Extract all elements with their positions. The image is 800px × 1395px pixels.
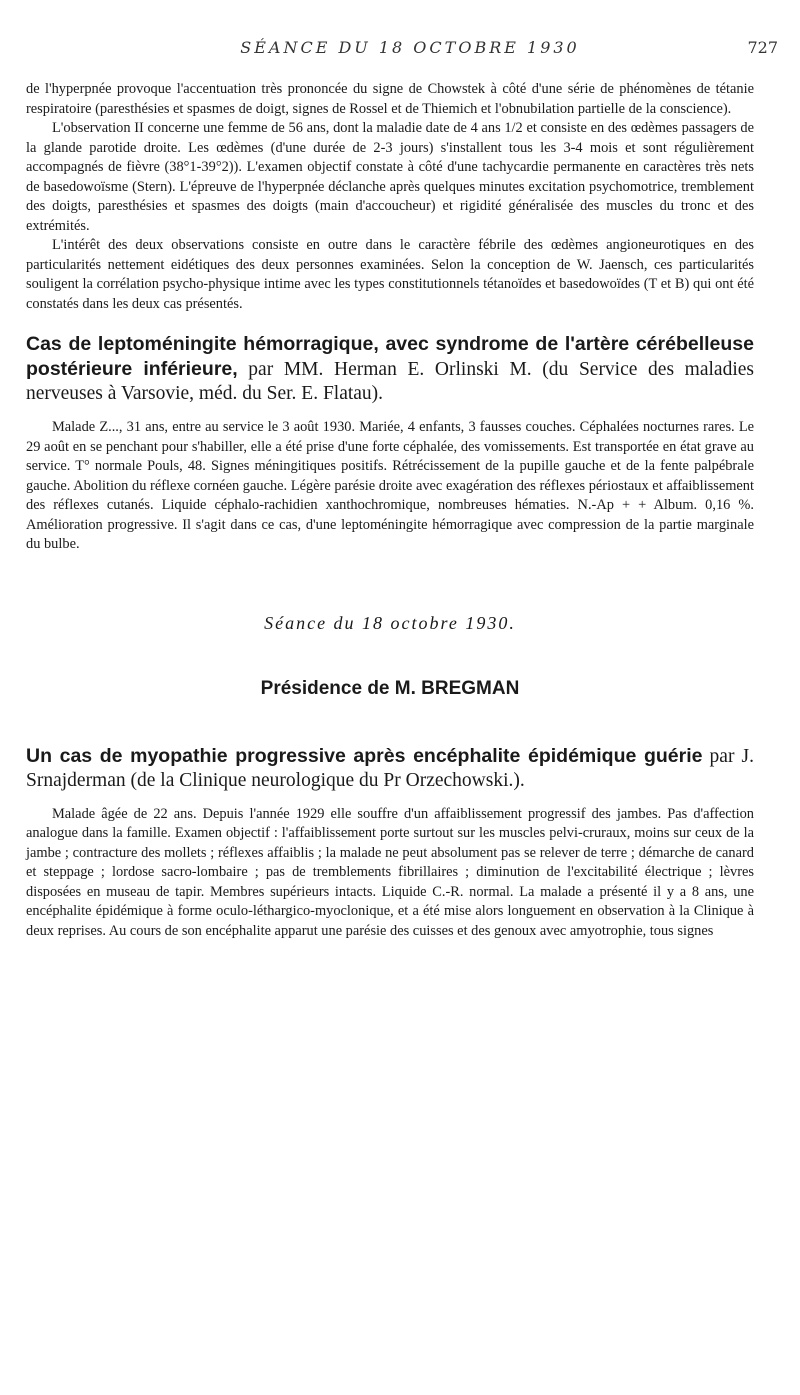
page-header [40, 38, 780, 62]
case1-authors: par MM. Herman E. Orlinski M. (du Service des maladies nerveuses à Varsovie, méd. du Ser. E. Flatau). [26, 359, 754, 404]
intro-paragraph-2: L'observation II concerne une femme de 56 ans, dont la maladie date de 4 ans 1/2 et consiste en des œdèmes passagers de la glande parotide droite. Les œdèmes (d'une durée de 2-3 jours) s'installent tous les 3-4 mois et sont régulièrement accompagnés de fièvre (38°1-39°2)). L'examen objectif constate à côté d'une tachycardie permanente en caractères très nets de basedowoïsme (Stern). L'épreuve de l'hyperpnée déclanche après quelques minutes excitation psychomotrice, tremblement des doigts, paresthésies et spasmes des doigts (main d'accoucheur) et rigidité généralisée des muscles du tronc et des extrémités. [26, 120, 754, 234]
case2-title: Un cas de myopathie progressive après encéphalite épidémique guérie [26, 744, 703, 767]
case1-body: Malade Z..., 31 ans, entre au service le 3 août 1930. Mariée, 4 enfants, 3 fausses couches. Céphalées nocturnes rares. Le 29 août en se penchant pour s'habiller, elle a été prise d'une forte céphalée, des vomissements. Est transportée en état grave au service. T° normale Pouls, 48. Signes méningitiques positifs. Rétrécissement de la pupille gauche et de la fente palpébrale gauche. Abolition du réflexe cornéen gauche. Légère parésie droite avec exagération des réflexes périostaux et affaiblissement des réflexes cutanés. Liquide céphalo-rachidien xanthochromique, nombreuses hématies. N.-Ap + + Album. 0,16 %. Amélioration progressive. Il s'agit dans ce cas, d'une leptoméningite hémorragique avec compression de la partie marginale du bulbe. [26, 419, 754, 552]
case2-heading [26, 744, 754, 793]
case1-heading [26, 332, 754, 406]
intro-paragraph-3: L'intérêt des deux observations consiste en outre dans le caractère fébrile des œdèmes angioneurotiques en des particularités nettement eidétiques des deux personnes examinées. Selon la conception de W. Jaensch, ces particularités souligent la corrélation psycho-physique intime avec les types constitutionnels tétanoïdes et basedowoïdes (T et B) qui ont été constatés dans les deux cas présentés. [26, 237, 754, 312]
intro-paragraph-1: de l'hyperpnée provoque l'accentuation très prononcée du signe de Chowstek à côté d'une série de phénomènes de tétanie respiratoire (paresthésies et spasmes de doigt, signes de Rossel et de Thiemich et l'obnubilation partielle de la conscience). [26, 81, 754, 117]
case2-body: Malade âgée de 22 ans. Depuis l'année 1929 elle souffre d'un affaiblissement progressif des jambes. Pas d'affection analogue dans la famille. Examen objectif : l'affaiblissement porte surtout sur les muscles pelvi-cruraux, moins sur ceux de la jambe ; contracture des mollets ; réflexes affaiblis ; la malade ne peut absolument pas se relever de terre ; démarche de canard et steppage ; lordose sacro-lombaire ; pas de tremblements fibrillaires ; diminution de l'excitabilité électrique ; lèvres disposées en museau de tapir. Membres supérieurs intacts. Liquide C.-R. normal. La malade a présenté il y a 8 ans, une encéphalite épidémique à forme oculo-léthargico-myoclonique, et a été mise alors longuement en observation à la Clinique à deux reprises. Au cours de son encéphalite apparut une parésie des cuisses et des genoux avec amyotrophie, tous signes [26, 805, 754, 939]
body-column [26, 80, 754, 941]
running-title: SÉANCE DU 18 OCTOBRE 1930 [240, 38, 580, 57]
case1-title: Cas de leptoméningite hémorragique, avec syndrome de l'artère cérébelleuse postérieure inférieure, [26, 333, 754, 380]
presidence-line: Présidence de M. BREGMAN [260, 677, 520, 699]
session-title: Séance du 18 octobre 1930. [264, 612, 516, 633]
page-number: 727 [747, 38, 778, 57]
case2-authors: par J. Srnajderman (de la Clinique neurologique du Pr Orzechowski.). [26, 745, 754, 791]
